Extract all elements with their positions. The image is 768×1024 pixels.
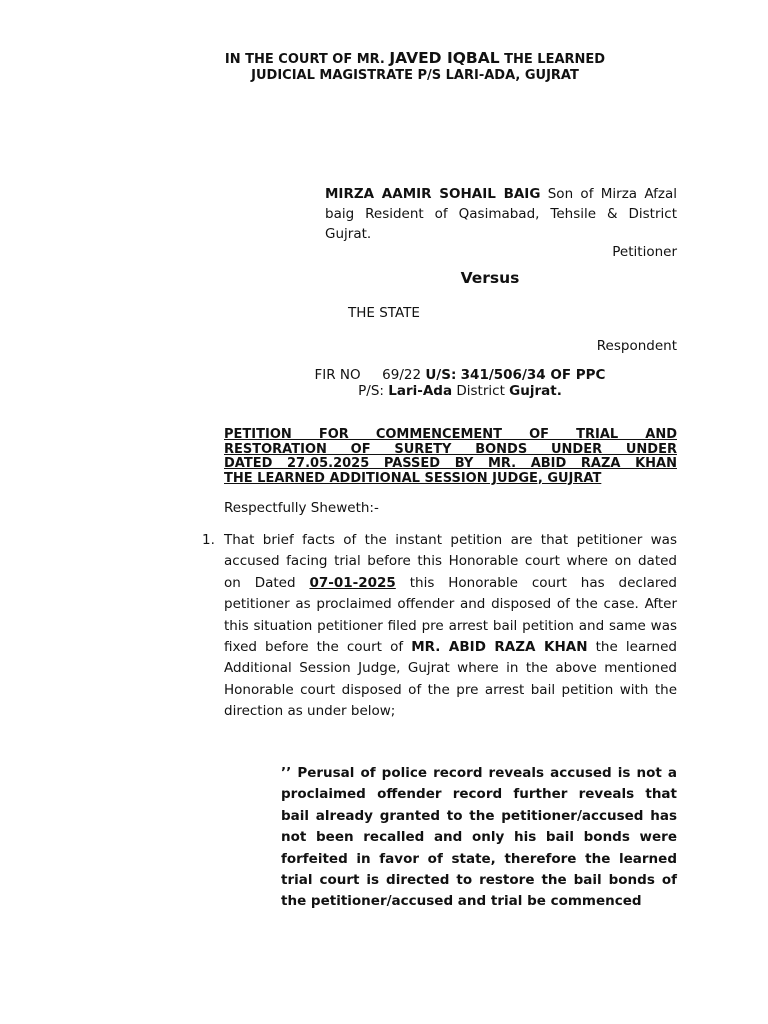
petition-title-line-3: DATED 27.05.2025 PASSED BY MR. ABID RAZA KHAN — [224, 456, 677, 471]
petitioner-block — [325, 184, 677, 244]
petition-title-line-4: THE LEARNED ADDITIONAL SESSION JUDGE, GUJRAT — [224, 470, 602, 486]
fir-label: FIR NO — [314, 367, 361, 383]
petitioner-role: Petitioner — [612, 244, 677, 260]
session-judge-name: MR. ABID RAZA KHAN — [411, 639, 588, 656]
paragraph-1 — [224, 530, 677, 723]
court-suffix: THE LEARNED — [504, 52, 606, 67]
ps-label: P/S: — [358, 383, 384, 399]
paragraph-1-part-2: this Honorable court has declared petitioner as proclaimed offender and disposed of the case. After this situation petitioner filed pre arrest bail petition and same was fixed before the court of — [224, 574, 677, 656]
petitioner-details: Son of Mirza Afzal baig Resident of Qasimabad, Tehsile & District Gujrat. — [325, 186, 677, 242]
fir-us-label: U/S: — [425, 367, 457, 383]
petitioner-name: MIRZA AAMIR SOHAIL BAIG — [325, 186, 541, 202]
fir-number: 69/22 — [382, 367, 422, 383]
court-heading-line-1 — [150, 50, 680, 68]
court-heading-line-2: JUDICIAL MAGISTRATE P/S LARI-ADA, GUJRAT — [251, 68, 579, 83]
police-station: Lari-Ada — [388, 383, 453, 399]
respondent-role: Respondent — [596, 338, 677, 354]
district-name: Gujrat. — [509, 383, 562, 399]
district-label: District — [456, 383, 505, 399]
quote-text: ’’ Perusal of police record reveals accused is not a proclaimed offender record further reveals that bail already granted to the petitioner/accused has not been recalled and only his bail bonds were forfeited in favor of state, therefore the learned trial court is directed to restore the bail bonds of the petitioner/accused and trial be commenced — [281, 765, 677, 910]
respondent-name: THE STATE — [348, 305, 420, 321]
petition-title-line-2: RESTORATION OF SURETY BONDS UNDER UNDER — [224, 441, 677, 457]
proclamation-date: 07-01-2025 — [309, 574, 396, 591]
salutation: Respectfully Sheweth:- — [224, 500, 379, 516]
petition-title-line-1: PETITION FOR COMMENCEMENT OF TRIAL AND — [224, 427, 677, 442]
fir-block — [290, 367, 630, 399]
court-heading — [150, 50, 680, 84]
police-station-line — [290, 383, 630, 399]
court-prefix: IN THE COURT OF MR. — [224, 52, 385, 67]
petition-title — [224, 428, 677, 486]
court-order-quote — [281, 763, 677, 913]
paragraph-1-part-3: the learned Additional Session Judge, Gujrat where in the above mentioned Honorable court disposed of the pre arrest bail petition with the direction as under below; — [224, 639, 677, 720]
paragraph-number: 1. — [202, 532, 215, 548]
judge-name: JAVED IQBAL — [389, 49, 500, 67]
fir-sections: 341/506/34 OF PPC — [460, 367, 606, 383]
paragraph-1-part-1: That brief facts of the instant petition are that petitioner was accused facing trial before this Honorable court where on dated on Dated — [224, 532, 677, 591]
fir-line — [290, 367, 630, 383]
versus-label: Versus — [460, 269, 520, 287]
